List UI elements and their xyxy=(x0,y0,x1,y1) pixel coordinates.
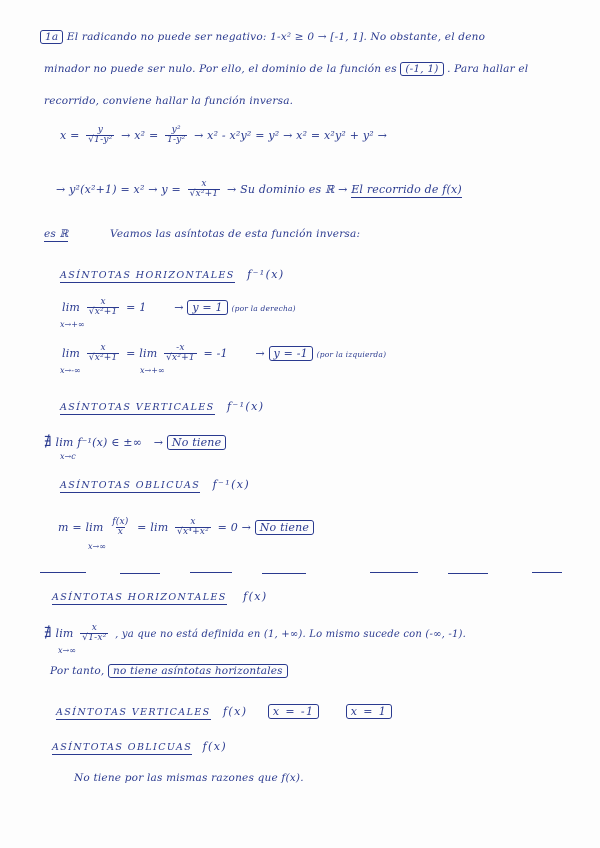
denominator: √1-y² xyxy=(88,135,113,146)
fraction xyxy=(175,518,211,538)
equals: = 1 xyxy=(126,300,147,314)
x-eq: x = xyxy=(60,128,80,142)
heading-text: ASÍNTOTAS HORIZONTALES xyxy=(52,592,227,603)
limit-sub: x→c xyxy=(60,452,76,461)
not-exists-symbol: ∄ xyxy=(44,434,52,450)
result-none: No tiene xyxy=(255,520,314,535)
function-name: f(x) xyxy=(243,590,268,603)
denominator: √x²+1 xyxy=(166,353,195,364)
numerator: x xyxy=(91,623,98,633)
function-name: f⁻¹(x) xyxy=(212,478,251,491)
numerator: x xyxy=(100,343,106,353)
note-left: (por la izquierda) xyxy=(316,349,387,359)
denominator: √x²+1 xyxy=(88,353,118,364)
result-y1: y = 1 xyxy=(187,300,227,315)
denominator: √x²+1 xyxy=(189,189,219,200)
separator-dash xyxy=(448,573,488,574)
domain-result: (-1, 1) xyxy=(400,62,443,76)
fraction xyxy=(86,126,114,146)
explanation: , ya que no está definida en (1, +∞). Lo mismo sucede con (-∞, -1). xyxy=(115,628,466,640)
v-inverse-limit: ∄ lim f⁻¹(x) ∈ ±∞ → No tiene xyxy=(44,434,226,450)
range-result-a: El recorrido de f(x) xyxy=(351,182,462,196)
h-inverse-limit-1: lim $\frac{x}{\text{√x²+1}}$ = 1 → y = 1 (por la derecha) xyxy=(62,297,296,318)
numerator: x xyxy=(201,179,207,189)
intro-text-2a: minador no puede ser nulo. Por ello, el dominio de la función es xyxy=(44,63,397,75)
heading-text: ASÍNTOTAS OBLICUAS xyxy=(52,742,193,753)
fraction xyxy=(87,344,120,364)
asymptote-x1: x = 1 xyxy=(346,704,392,719)
heading-o-f xyxy=(52,740,227,753)
separator-dash xyxy=(532,572,562,573)
separator-dash xyxy=(262,573,306,574)
fraction xyxy=(80,624,108,644)
intro-line-2 xyxy=(44,62,528,76)
step: → y²(x²+1) = x² → y = xyxy=(56,182,181,196)
o-f-text: No tiene por las mismas razones que f(x). xyxy=(74,772,304,784)
limit-sub: x→∞ xyxy=(58,646,76,655)
intro-line-3: recorrido, conviene hallar la función inversa. xyxy=(44,95,294,107)
equals: = -1 xyxy=(203,346,228,360)
limit-sub: x→∞ xyxy=(88,542,106,551)
step: → Su dominio es ℝ → xyxy=(227,182,348,196)
separator-dash xyxy=(190,572,232,573)
denominator: x xyxy=(117,527,123,538)
slope-m: m = lim xyxy=(58,520,104,534)
equals-lim: = lim xyxy=(137,520,169,534)
heading-h-f xyxy=(52,590,268,603)
result-none: No tiene xyxy=(167,435,226,450)
numerator: x xyxy=(190,517,196,527)
conclusion-result: no tiene asíntotas horizontales xyxy=(108,664,288,678)
range-result-b: es ℝ xyxy=(44,228,69,240)
numerator: f(x) xyxy=(112,517,129,527)
inverse-step-2 xyxy=(56,180,462,200)
function-name: f⁻¹(x) xyxy=(226,400,265,413)
lim: lim xyxy=(62,346,81,360)
numerator: y xyxy=(97,125,103,135)
separator-dash xyxy=(40,572,86,573)
h-f-limit xyxy=(44,624,466,644)
fraction xyxy=(110,518,130,538)
fraction xyxy=(87,298,120,318)
heading-text: ASÍNTOTAS OBLICUAS xyxy=(60,480,201,491)
denominator: √1-x² xyxy=(82,633,107,644)
not-exists-symbol: ∄ xyxy=(44,624,52,641)
limit-sub: x→+∞ xyxy=(140,366,165,375)
function-name: f(x) xyxy=(222,705,248,718)
numerator: -x xyxy=(176,343,185,353)
intro-text-1: El radicando no puede ser negativo: 1-x² ≥ 0 → [-1, 1]. No obstante, el deno xyxy=(66,31,486,43)
denominator: √x⁴+x² xyxy=(177,527,209,538)
denominator: √x²+1 xyxy=(88,307,118,318)
limit-expression: lim f⁻¹(x) ∈ ±∞ xyxy=(55,436,143,449)
note-right: (por la derecha) xyxy=(231,303,296,313)
range-line xyxy=(44,228,360,240)
heading-text: ASÍNTOTAS VERTICALES xyxy=(60,402,215,413)
asymptote-x-neg1: x = -1 xyxy=(268,704,320,719)
lim: lim xyxy=(55,626,74,640)
limit-sub: x→-∞ xyxy=(60,366,81,375)
asymptote-intro: Veamos las asíntotas de esta función inversa: xyxy=(110,228,361,240)
equals-zero: = 0 xyxy=(217,520,238,534)
fraction xyxy=(164,344,197,364)
exercise-label: 1a xyxy=(40,30,63,44)
heading-text: ASÍNTOTAS VERTICALES xyxy=(56,707,211,718)
inverse-step-1 xyxy=(60,126,387,146)
result-y-neg1: y = -1 xyxy=(269,346,313,361)
o-inverse-slope: m = lim $\frac{f(x)}{x}$ = lim $\frac{x}{\text{√x⁴+x²}}$ = 0 → No tiene xyxy=(58,518,314,538)
intro-line-1 xyxy=(40,30,485,44)
heading-h-inverse xyxy=(60,268,285,281)
fraction xyxy=(188,180,221,200)
denominator: 1-y² xyxy=(167,135,186,146)
step: → x² = xyxy=(121,128,159,142)
heading-v-f xyxy=(56,704,392,719)
step: → x² - x²y² = y² → x² = x²y² + y² → xyxy=(194,128,387,142)
lim: lim xyxy=(62,300,81,314)
conclusion-lead: Por tanto, xyxy=(50,665,105,677)
equals-lim: = lim xyxy=(126,346,158,360)
intro-text-2b: . Para hallar el xyxy=(447,63,529,75)
separator-dash xyxy=(370,572,418,573)
heading-o-inverse xyxy=(60,478,250,491)
fraction xyxy=(165,126,187,146)
function-name: f⁻¹(x) xyxy=(247,268,285,281)
h-f-conclusion xyxy=(50,664,288,678)
numerator: y² xyxy=(171,125,181,135)
heading-v-inverse xyxy=(60,400,264,413)
h-inverse-limit-2: lim $\frac{x}{\text{√x²+1}}$ = lim $\frac{-x}{\text{√x²+1}}$ = -1 → y = -1 (por la izquierda) xyxy=(62,343,387,364)
function-name: f(x) xyxy=(202,740,228,753)
numerator: x xyxy=(100,297,106,307)
heading-text: ASÍNTOTAS HORIZONTALES xyxy=(60,270,235,281)
separator-dash xyxy=(120,573,160,574)
limit-sub: x→+∞ xyxy=(60,320,85,329)
